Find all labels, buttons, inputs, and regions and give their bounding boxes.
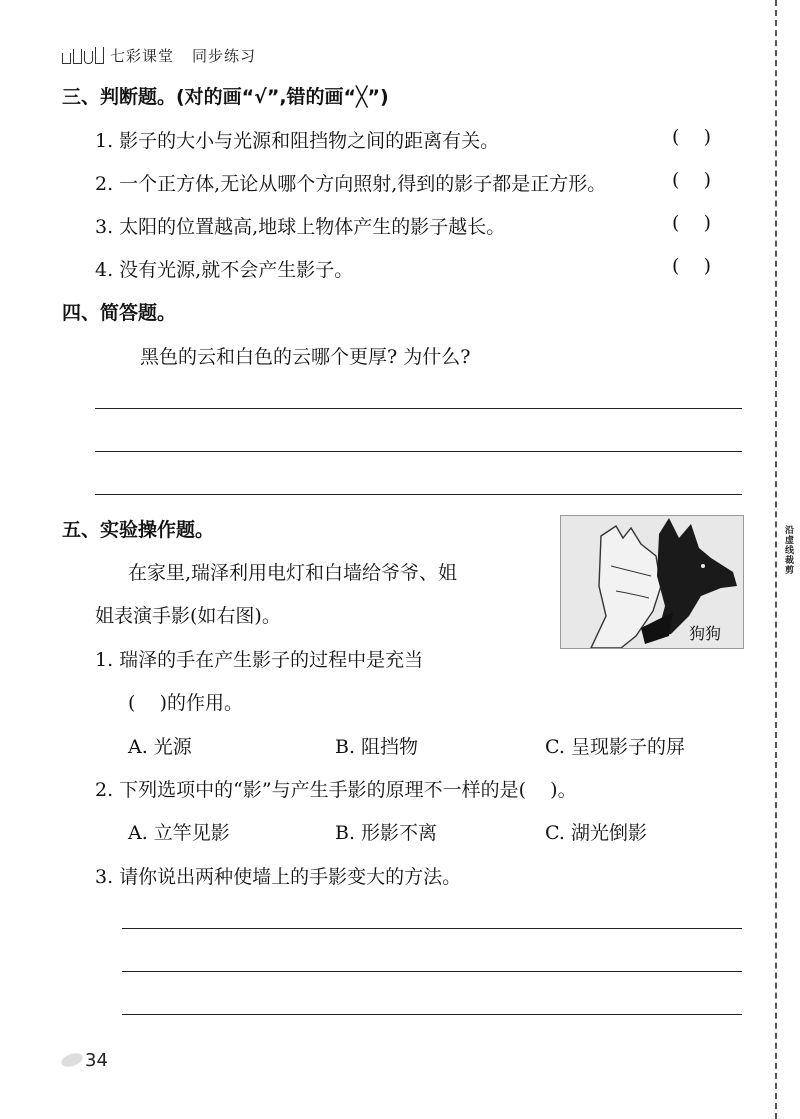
answer-line-2[interactable]	[95, 451, 742, 452]
leaf-icon	[60, 1050, 84, 1074]
q2-option-a[interactable]: A. 立竿见影	[128, 822, 230, 844]
short-answer-question: 黑色的云和白色的云哪个更厚? 为什么?	[140, 346, 471, 368]
experiment-question-3: 3. 请你说出两种使墙上的手影变大的方法。	[95, 866, 462, 888]
judge-question-4: 4. 没有光源,就不会产生影子。	[95, 259, 354, 281]
experiment-intro-line-2: 姐表演手影(如右图)。	[95, 605, 281, 627]
answer-line-1[interactable]	[95, 408, 742, 409]
judge-question-1: 1. 影子的大小与光源和阻挡物之间的距离有关。	[95, 130, 500, 152]
q1-option-a[interactable]: A. 光源	[128, 736, 192, 758]
section3-title: 三、判断题。(对的画“√”,错的画“╳”)	[62, 86, 389, 108]
q1-option-c[interactable]: C. 呈现影子的屏	[545, 736, 685, 758]
experiment-question-2: 2. 下列选项中的“影”与产生手影的原理不一样的是( )。	[95, 779, 577, 801]
experiment-question-1-line-2: ( )的作用。	[128, 692, 243, 714]
q2-option-b[interactable]: B. 形影不离	[335, 822, 438, 844]
answer-line-3[interactable]	[95, 494, 742, 495]
q3-answer-line-1[interactable]	[122, 928, 742, 929]
judge-question-3: 3. 太阳的位置越高,地球上物体产生的影子越长。	[95, 216, 506, 238]
hand-shadow-figure	[560, 515, 744, 649]
cut-dashed-line	[775, 0, 777, 1119]
figure-caption: 狗狗	[688, 624, 721, 643]
header-title: 七彩课堂	[110, 47, 175, 65]
page-number: 34	[85, 1050, 108, 1071]
experiment-question-1-line-1: 1. 瑞泽的手在产生影子的过程中是充当	[95, 649, 424, 671]
judge-answer-1[interactable]: ( )	[672, 126, 711, 148]
judge-answer-3[interactable]: ( )	[672, 212, 711, 234]
header-subtitle: 同步练习	[192, 47, 257, 65]
judge-answer-4[interactable]: ( )	[672, 255, 711, 277]
q2-option-c[interactable]: C. 湖光倒影	[545, 822, 647, 844]
judge-answer-2[interactable]: ( )	[672, 169, 711, 191]
lab-flask-icon	[62, 47, 104, 64]
page-header	[62, 45, 256, 66]
q3-answer-line-3[interactable]	[122, 1014, 742, 1015]
section4-title: 四、简答题。	[62, 302, 177, 324]
cut-label: 沿虚线裁剪	[783, 525, 793, 575]
q1-option-b[interactable]: B. 阻挡物	[335, 736, 419, 758]
judge-question-2: 2. 一个正方体,无论从哪个方向照射,得到的影子都是正方形。	[95, 173, 607, 195]
section5-title: 五、实验操作题。	[62, 519, 215, 541]
q3-answer-line-2[interactable]	[122, 971, 742, 972]
experiment-intro-line-1: 在家里,瑞泽利用电灯和白墙给爷爷、姐	[128, 562, 458, 584]
